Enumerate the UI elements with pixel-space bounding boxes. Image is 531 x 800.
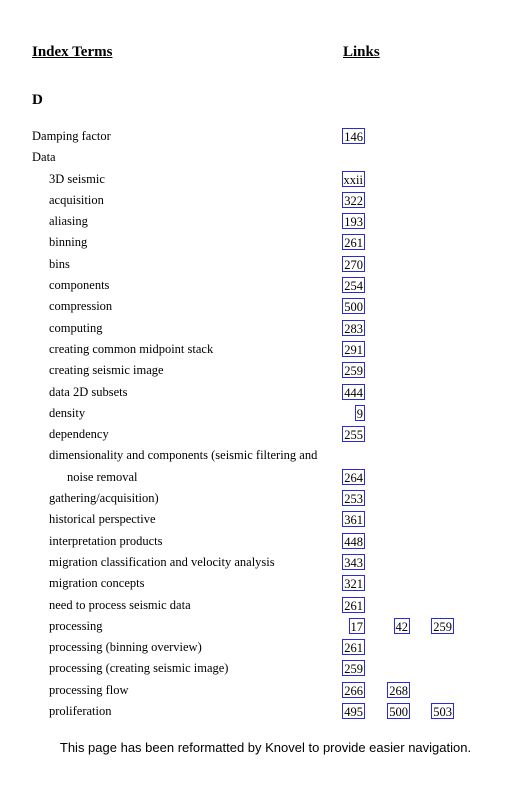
- index-entry: [0, 360, 531, 381]
- page-link[interactable]: 266: [344, 683, 363, 698]
- index-term: 3D seismic: [49, 171, 105, 186]
- page-link[interactable]: 254: [344, 279, 363, 294]
- page-link[interactable]: 444: [344, 385, 363, 400]
- index-entry: [0, 509, 531, 530]
- page-link[interactable]: 448: [344, 534, 363, 549]
- index-term: Data: [32, 150, 56, 165]
- index-term: migration classification and velocity analysis: [49, 554, 275, 569]
- index-entry: [0, 211, 531, 232]
- page-link[interactable]: 259: [433, 619, 452, 634]
- index-term: dimensionality and components (seismic filtering and: [49, 448, 318, 463]
- index-entry: [0, 573, 531, 594]
- page-link[interactable]: 261: [344, 236, 363, 251]
- index-entry: [0, 595, 531, 616]
- index-entry: [0, 318, 531, 339]
- page-link[interactable]: 495: [344, 705, 363, 720]
- page-link[interactable]: 253: [344, 492, 363, 507]
- page-link[interactable]: 322: [344, 193, 363, 208]
- index-term: compression: [49, 299, 113, 314]
- page-link[interactable]: 500: [344, 300, 363, 315]
- page-link[interactable]: 283: [344, 321, 363, 336]
- page-link[interactable]: 261: [344, 598, 363, 613]
- index-entry: [0, 147, 531, 168]
- index-entry: [0, 424, 531, 445]
- index-term: gathering/acquisition): [49, 491, 159, 506]
- footer-note: This page has been reformatted by Knovel to provide easier navigation.: [59, 740, 472, 755]
- index-entry: [0, 637, 531, 658]
- index-entry: [0, 126, 531, 147]
- index-term: proliferation: [49, 704, 112, 719]
- index-term: data 2D subsets: [49, 384, 128, 399]
- index-entry: [0, 254, 531, 275]
- index-entry: [0, 552, 531, 573]
- page-link[interactable]: 264: [344, 470, 363, 485]
- index-term: density: [49, 405, 86, 420]
- index-entry: [0, 531, 531, 552]
- index-term: noise removal: [67, 469, 138, 484]
- index-term: aliasing: [49, 214, 88, 229]
- index-entry: [0, 467, 531, 488]
- page-link[interactable]: 503: [433, 705, 452, 720]
- page-link[interactable]: 255: [344, 428, 363, 443]
- page-link[interactable]: 42: [395, 619, 408, 634]
- index-term: components: [49, 278, 110, 293]
- index-term: computing: [49, 320, 103, 335]
- page-link[interactable]: 193: [344, 215, 363, 230]
- index-term: processing flow: [49, 682, 129, 697]
- index-entry: [0, 339, 531, 360]
- index-entries-list: [0, 126, 531, 722]
- index-term: processing (creating seismic image): [49, 661, 229, 676]
- page-link[interactable]: 17: [350, 619, 363, 634]
- page-link[interactable]: 259: [344, 364, 363, 379]
- index-entry: [0, 680, 531, 701]
- page-link[interactable]: 500: [389, 705, 408, 720]
- index-term: processing (binning overview): [49, 640, 202, 655]
- section-letter: D: [32, 92, 43, 108]
- index-entry: [0, 190, 531, 211]
- index-term: binning: [49, 235, 88, 250]
- page-link[interactable]: 343: [344, 555, 363, 570]
- index-term: dependency: [49, 427, 109, 442]
- page-link[interactable]: 261: [344, 641, 363, 656]
- index-entry: [0, 403, 531, 424]
- index-term: historical perspective: [49, 512, 156, 527]
- index-entry: [0, 275, 531, 296]
- index-term: interpretation products: [49, 533, 163, 548]
- index-terms-heading: Index Terms: [32, 44, 113, 60]
- index-term: Damping factor: [32, 129, 111, 143]
- page-link[interactable]: xxii: [343, 172, 363, 187]
- page-link[interactable]: 268: [389, 683, 408, 698]
- index-entry: [0, 616, 531, 637]
- index-term: migration concepts: [49, 576, 145, 591]
- index-entry: [0, 232, 531, 253]
- page-link[interactable]: 146: [344, 130, 363, 144]
- page-link[interactable]: 259: [344, 662, 363, 677]
- index-term: processing: [49, 618, 103, 633]
- index-entry: [0, 488, 531, 509]
- index-entry: [0, 169, 531, 190]
- index-term: acquisition: [49, 192, 104, 207]
- index-entry: [0, 701, 531, 722]
- page-link[interactable]: 9: [356, 406, 363, 421]
- index-entry: [0, 658, 531, 679]
- page-link[interactable]: 270: [344, 257, 363, 272]
- page-link[interactable]: 321: [344, 577, 363, 592]
- page-link[interactable]: 361: [344, 513, 363, 528]
- links-heading: Links: [343, 44, 380, 60]
- index-term: need to process seismic data: [49, 597, 191, 612]
- index-term: creating seismic image: [49, 363, 164, 378]
- page-link[interactable]: 291: [344, 342, 363, 357]
- index-entry: [0, 445, 531, 466]
- index-entry: [0, 382, 531, 403]
- index-term: creating common midpoint stack: [49, 341, 214, 356]
- index-entry: [0, 296, 531, 317]
- index-term: bins: [49, 256, 70, 271]
